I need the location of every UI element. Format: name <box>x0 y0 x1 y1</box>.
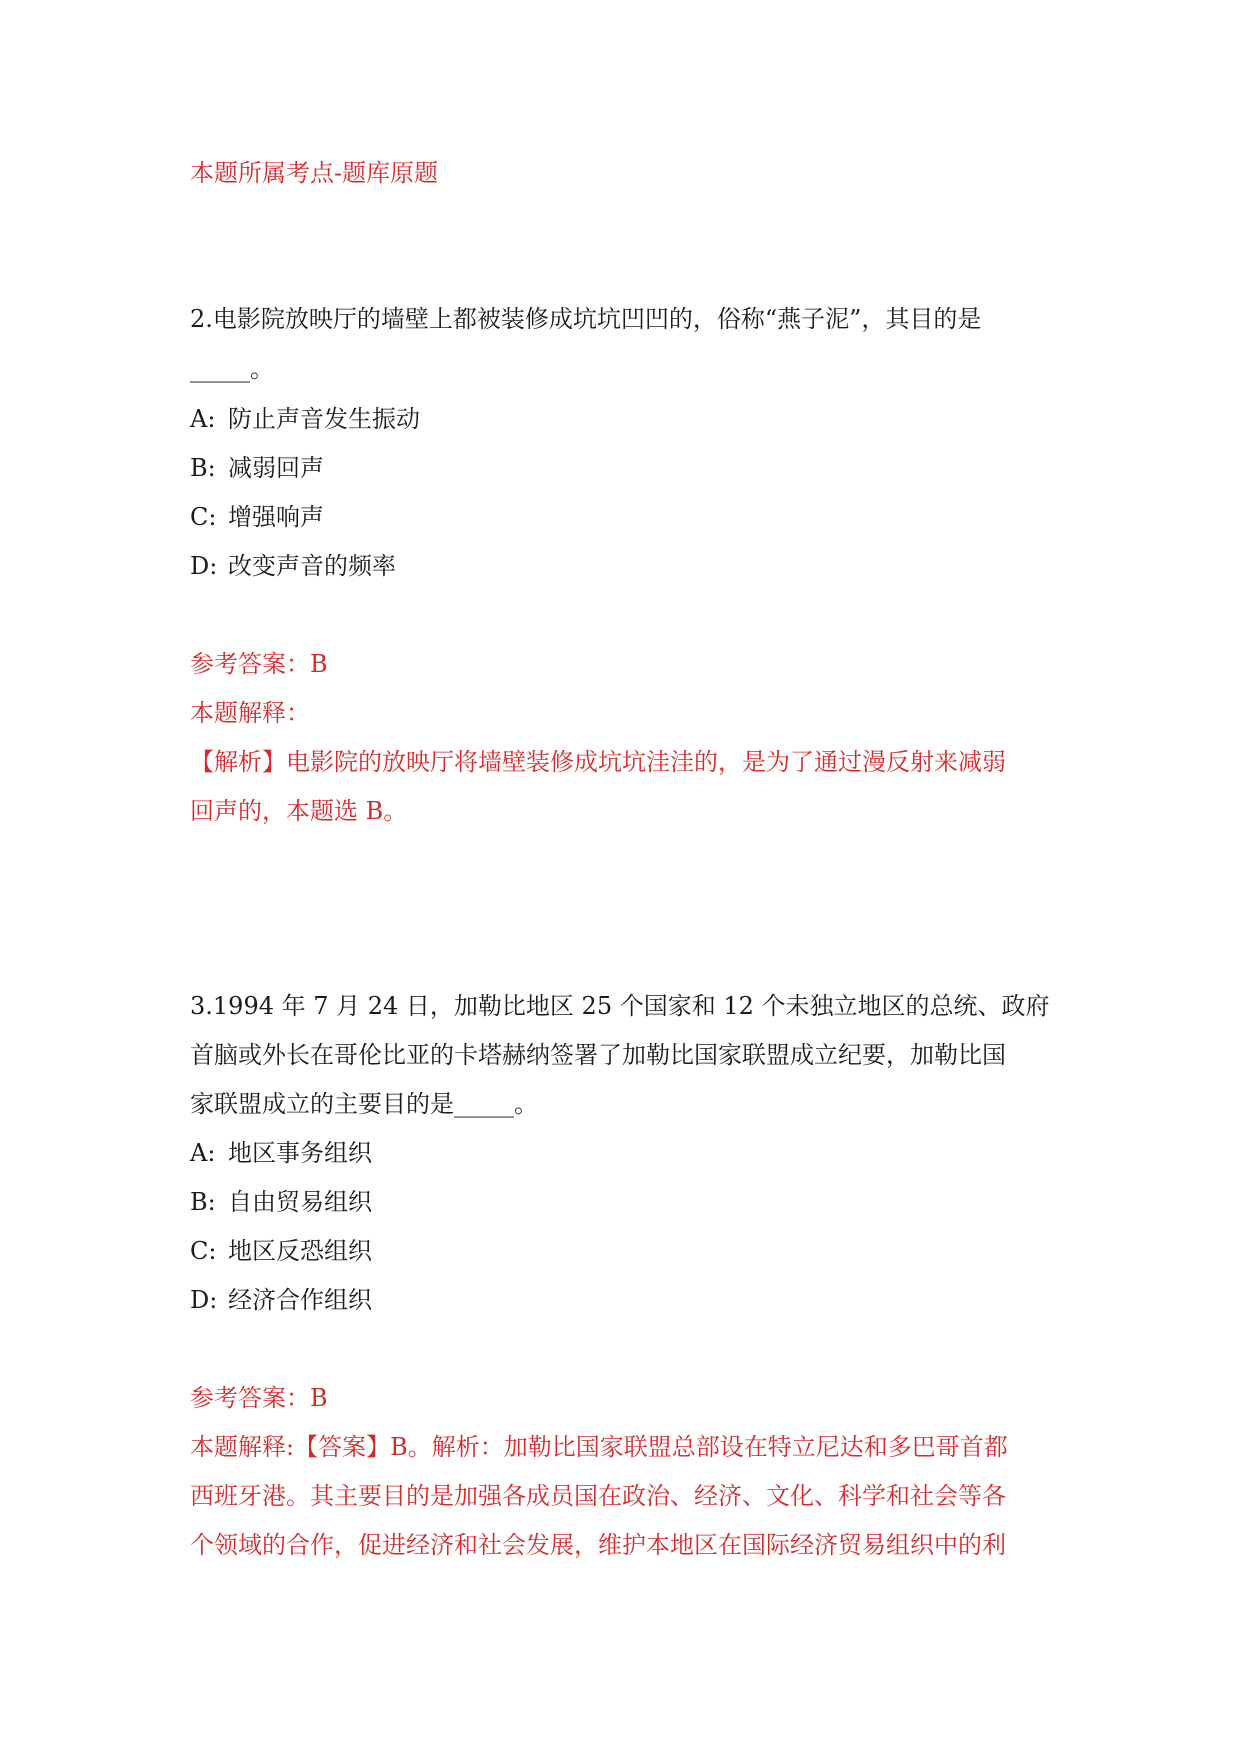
option-text: 减弱回声 <box>228 454 324 482</box>
option-letter: C: <box>190 1237 217 1265</box>
option-letter: A: <box>190 405 216 433</box>
question-2-explanation-line-2: 回声的，本题选 B。 <box>190 797 408 825</box>
question-2-option-c <box>190 502 1050 532</box>
option-text: 改变声音的频率 <box>228 552 396 580</box>
option-letter: A: <box>190 1139 216 1167</box>
question-3-option-b <box>190 1187 1050 1217</box>
option-text: 经济合作组织 <box>228 1286 372 1314</box>
question-2-answer: 参考答案：B <box>190 650 328 678</box>
option-letter: B: <box>190 1188 216 1216</box>
question-3-answer: 参考答案：B <box>190 1384 328 1412</box>
question-2-stem-line-1: 2.电影院放映厅的墙壁上都被装修成坑坑凹凹的，俗称“燕子泥”，其目的是 <box>190 305 982 333</box>
option-letter: D: <box>190 552 218 580</box>
question-3-explanation-line-2: 西班牙港。其主要目的是加强各成员国在政治、经济、文化、科学和社会等各 <box>190 1482 1006 1510</box>
option-text: 防止声音发生振动 <box>228 405 420 433</box>
question-2-explanation-line-1: 【解析】电影院的放映厅将墙壁装修成坑坑洼洼的，是为了通过漫反射来减弱 <box>190 748 1006 776</box>
option-text: 地区反恐组织 <box>228 1237 372 1265</box>
option-text: 地区事务组织 <box>228 1139 372 1167</box>
option-text: 增强响声 <box>228 503 324 531</box>
question-3-stem-line-2: 首脑或外长在哥伦比亚的卡塔赫纳签署了加勒比国家联盟成立纪要，加勒比国 <box>190 1041 1006 1069</box>
question-3-stem-line-1: 3.1994 年 7 月 24 日，加勒比地区 25 个国家和 12 个未独立地区的总统、政府 <box>190 992 1050 1020</box>
question-3-option-a <box>190 1138 1050 1168</box>
option-letter: C: <box>190 503 217 531</box>
question-2-option-d <box>190 551 1050 581</box>
question-3-option-d <box>190 1285 1050 1315</box>
question-3-explanation-line-3: 个领域的合作，促进经济和社会发展，维护本地区在国际经济贸易组织中的利 <box>190 1531 1006 1559</box>
option-letter: D: <box>190 1286 218 1314</box>
question-2-option-b <box>190 453 1050 483</box>
topic-note: 本题所属考点-题库原题 <box>190 159 439 187</box>
question-2-stem-line-2: _____。 <box>190 355 274 383</box>
option-letter: B: <box>190 454 216 482</box>
question-3-stem-line-3: 家联盟成立的主要目的是_____。 <box>190 1090 538 1118</box>
option-text: 自由贸易组织 <box>228 1188 372 1216</box>
question-3-option-c <box>190 1236 1050 1266</box>
question-2-option-a <box>190 404 1050 434</box>
question-2-explanation-label: 本题解释： <box>190 699 310 727</box>
question-3-explanation-line-1: 本题解释:【答案】B。解析：加勒比国家联盟总部设在特立尼达和多巴哥首都 <box>190 1433 1008 1461</box>
